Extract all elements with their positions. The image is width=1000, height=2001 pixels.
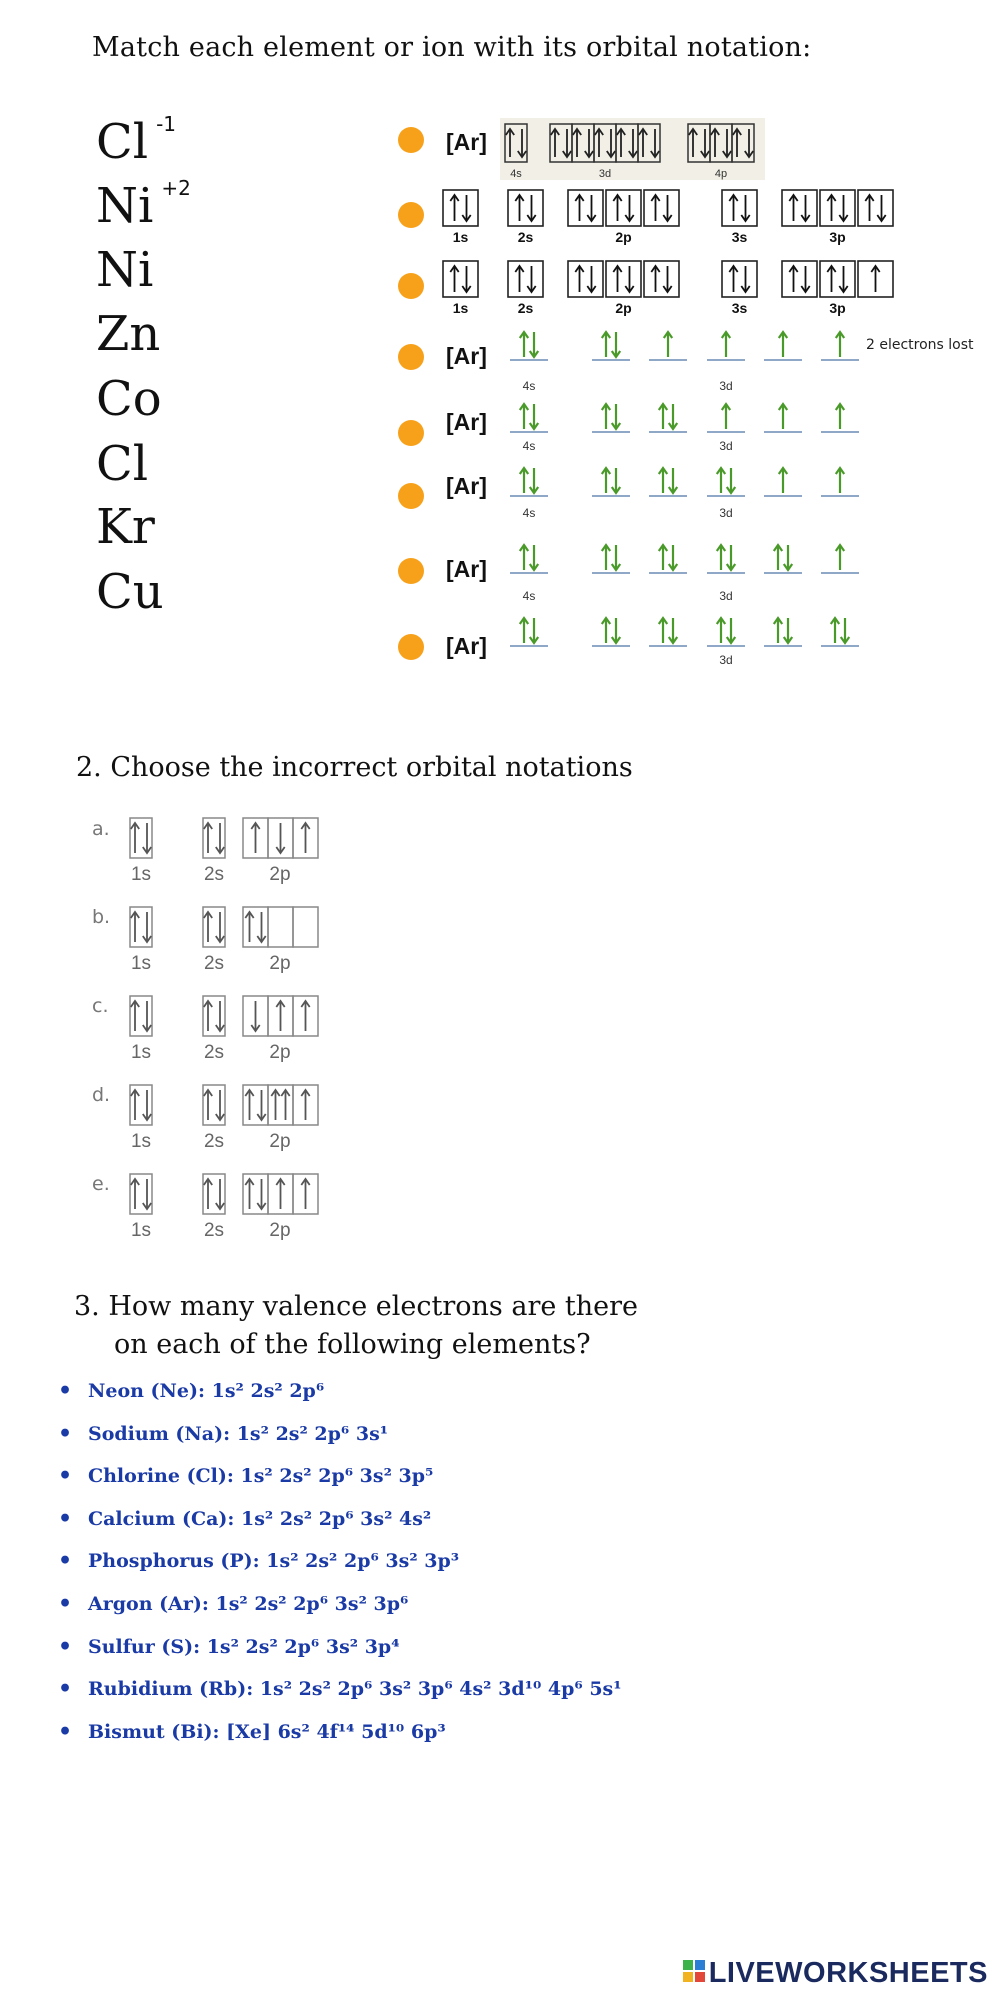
orbital-diagram-row <box>500 118 765 180</box>
subshell-label: 3p <box>829 229 846 245</box>
subshell-label: 1s <box>452 229 469 245</box>
q2-diagrams <box>0 800 400 1250</box>
list-item: • Sodium (Na): 1s² 2s² 2p⁶ 3s¹ <box>58 1419 758 1462</box>
subshell-label: 1s <box>130 1131 152 1152</box>
list-item: • Sulfur (S): 1s² 2s² 2p⁶ 3s² 3p⁴ <box>58 1632 758 1675</box>
orbital-box <box>722 261 757 297</box>
orbital-box <box>243 907 268 947</box>
logo-badge-icon <box>683 1960 705 1982</box>
orbital-box <box>268 907 293 947</box>
orbital-diagram-row <box>510 332 859 393</box>
core-label: [Ar] <box>446 409 487 435</box>
element-item[interactable]: Cl $^{-1}$ <box>96 112 177 170</box>
list-item: • Bismut (Bi): [Xe] 6s² 4f¹⁴ 5d¹⁰ 6p³ <box>58 1717 758 1760</box>
subshell-label: 2s <box>203 1131 225 1152</box>
orbital-box <box>568 261 603 297</box>
charge: -1 <box>156 112 177 136</box>
orbital-diagram-row <box>510 468 859 520</box>
element-item[interactable]: Co <box>96 371 162 427</box>
subshell-label: 2p <box>269 1220 291 1241</box>
subshell-label: 1s <box>130 1220 152 1241</box>
q1-title: Match each element or ion with its orbital notation: <box>92 32 812 63</box>
q2-option-diagram <box>130 1174 318 1241</box>
list-item: • Chlorine (Cl): 1s² 2s² 2p⁶ 3s² 3p⁵ <box>58 1461 758 1504</box>
liveworksheets-logo: LIVEWORKSHEETS <box>683 1957 988 1990</box>
subshell-label: 4s <box>522 506 536 520</box>
orbital-box <box>782 190 817 226</box>
orbital-diagram-row <box>510 618 859 667</box>
subshell-label: 2p <box>269 864 291 885</box>
orbital-box <box>820 261 855 297</box>
q2-option-diagram <box>130 818 318 885</box>
option-label[interactable]: d. <box>92 1084 111 1106</box>
orbital-box <box>443 261 478 297</box>
subshell-label: 1s <box>130 1042 152 1063</box>
core-label: [Ar] <box>446 633 487 659</box>
orbital-diagram-row <box>443 190 893 245</box>
subshell-label: 3d <box>719 589 733 603</box>
orbital-box <box>858 190 893 226</box>
orbital-box <box>508 190 543 226</box>
orbital-box <box>443 190 478 226</box>
subshell-label: 1s <box>130 953 152 974</box>
core-label: [Ar] <box>446 343 487 369</box>
subshell-label: 2s <box>203 864 225 885</box>
orbital-box <box>644 190 679 226</box>
orbital-box <box>268 1085 293 1125</box>
element-item[interactable]: Ni $^{+2}$ <box>96 176 191 234</box>
orbital-box <box>508 261 543 297</box>
element-item[interactable]: Cu <box>96 564 164 620</box>
subshell-label: 3d <box>719 506 733 520</box>
list-item: • Neon (Ne): 1s² 2s² 2p⁶ <box>58 1376 758 1419</box>
orbital-box <box>820 190 855 226</box>
subshell-label: 3d <box>719 439 733 453</box>
q2-title: 2. Choose the incorrect orbital notations <box>76 752 633 783</box>
orbital-diagram-row <box>510 404 859 453</box>
orbital-box <box>606 190 641 226</box>
subshell-label: 2p <box>615 229 632 245</box>
option-label[interactable]: e. <box>92 1173 110 1195</box>
element-item[interactable]: Zn <box>96 306 161 362</box>
orbital-box <box>782 261 817 297</box>
charge: +2 <box>161 176 191 200</box>
orbital-box <box>243 1085 268 1125</box>
q2-option-diagram <box>130 1085 318 1152</box>
subshell-label: 2s <box>517 300 534 316</box>
subshell-label: 4s <box>510 168 522 180</box>
subshell-label: 3d <box>719 379 733 393</box>
orbital-box <box>568 190 603 226</box>
subshell-label: 2p <box>269 1042 291 1063</box>
subshell-label: 3s <box>731 300 748 316</box>
subshell-label: 2p <box>269 1131 291 1152</box>
option-label[interactable]: c. <box>92 995 109 1017</box>
subshell-label: 2s <box>517 229 534 245</box>
core-label: [Ar] <box>446 556 487 582</box>
subshell-label: 4s <box>522 439 536 453</box>
list-item: • Phosphorus (P): 1s² 2s² 2p⁶ 3s² 3p³ <box>58 1546 758 1589</box>
subshell-label: 2s <box>203 1042 225 1063</box>
orbital-box <box>243 1174 268 1214</box>
subshell-label: 4s <box>522 379 536 393</box>
orbital-box <box>722 190 757 226</box>
q2-option-diagram <box>130 996 318 1063</box>
q2-option-diagram <box>130 907 318 974</box>
element-item[interactable]: Kr <box>96 499 155 555</box>
subshell-label: 1s <box>452 300 469 316</box>
subshell-label: 2p <box>615 300 632 316</box>
list-item: • Argon (Ar): 1s² 2s² 2p⁶ 3s² 3p⁶ <box>58 1589 758 1632</box>
subshell-label: 2p <box>269 953 291 974</box>
list-item: • Rubidium (Rb): 1s² 2s² 2p⁶ 3s² 3p⁶ 4s² 3d¹⁰ 4p⁶ 5s¹ <box>58 1674 758 1717</box>
list-item: • Calcium (Ca): 1s² 2s² 2p⁶ 3s² 4s² <box>58 1504 758 1547</box>
valence-list <box>58 1376 758 1759</box>
orbital-box <box>606 261 641 297</box>
subshell-label: 3p <box>829 300 846 316</box>
subshell-label: 4p <box>714 168 728 180</box>
core-label: [Ar] <box>446 129 487 155</box>
electrons-lost-note: 2 electrons lost <box>866 337 974 353</box>
orbital-box <box>293 907 318 947</box>
subshell-label: 3s <box>731 229 748 245</box>
orbital-diagram-row <box>510 545 859 603</box>
element-item[interactable]: Ni <box>96 242 154 298</box>
element-item[interactable]: Cl <box>96 436 149 492</box>
core-label: [Ar] <box>446 473 487 499</box>
option-label[interactable]: b. <box>92 906 111 928</box>
subshell-label: 2s <box>203 1220 225 1241</box>
subshell-label: 4s <box>522 589 536 603</box>
orbital-box <box>644 261 679 297</box>
subshell-label: 3d <box>598 168 612 180</box>
option-label[interactable]: a. <box>92 818 110 840</box>
q3-title: 3. How many valence electrons are there on each of the following elements? <box>74 1291 639 1360</box>
subshell-label: 1s <box>130 864 152 885</box>
orbital-diagram-row <box>443 261 893 316</box>
subshell-label: 2s <box>203 953 225 974</box>
subshell-label: 3d <box>719 653 733 667</box>
